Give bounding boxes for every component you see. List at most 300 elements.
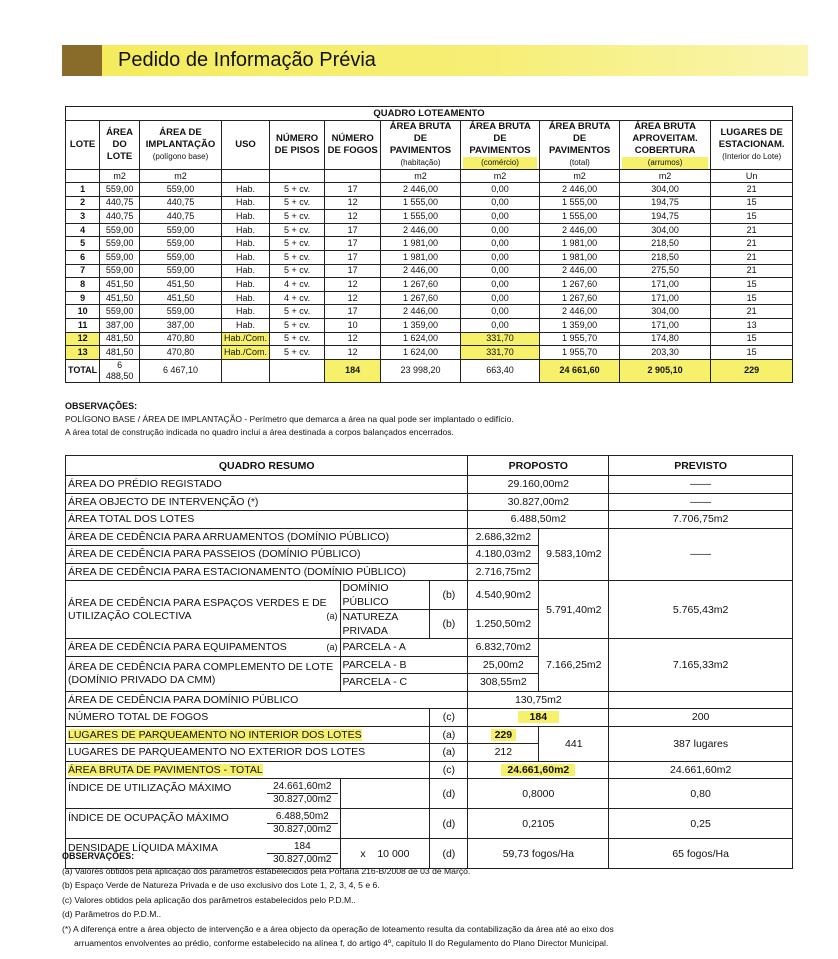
lot-cell: Hab. [222,291,270,305]
lot-cell: 15 [711,346,793,360]
lot-cell: 171,00 [619,278,710,292]
col-header-sub: (comércio) [463,157,538,169]
col-header-label: ÁREA BRUTA DE PAVIMENTOS [469,121,531,156]
lot-cell: Hab. [222,196,270,210]
col-header-sub: (total) [569,158,590,167]
row-previsto: 0,80 [609,779,793,809]
lot-row [66,210,793,224]
note-c: (c) Valores obtidos pela aplicação dos parâmetros estabelecidos pelo P.D.M.. [62,894,356,905]
lot-cell: 13 [711,318,793,332]
lot-cell: Hab. [222,210,270,224]
lot-cell: 17 [325,264,381,278]
note-mark: (b) [430,610,468,639]
lot-row [66,223,793,237]
lot-cell: 559,00 [100,237,140,251]
lot-cell: 21 [711,305,793,319]
col-header-sub: (arrumos) [622,157,708,169]
row-proposto: 30.827,00m2 [468,493,609,511]
row-proposto: 2.716,75m2 [468,563,539,581]
row-proposto: 6.832,70m2 [468,639,539,657]
lot-total-cell: 6 488,50 [100,359,140,382]
lot-cell: 12 [325,291,381,305]
lot-row [66,183,793,197]
row-label: ÁREA DE CEDÊNCIA PARA PASSEIOS (DOMÍNIO PÚBLICO) [66,546,468,564]
lot-cell: 1 555,00 [381,210,461,224]
lot-cell: 5 [66,237,100,251]
lot-cell: 4 + cv. [270,278,325,292]
row-subtotal: 441 [539,726,609,761]
lot-total-cell: 229 [711,359,793,382]
row-label: ÁREA DO PRÉDIO REGISTADO [66,476,468,494]
row-proposto: 4.180,03m2 [468,546,539,564]
lot-cell: 440,75 [140,210,222,224]
lot-col-header [460,121,540,170]
lot-cell: 387,00 [100,318,140,332]
lot-total-cell: 2 905,10 [619,359,710,382]
lot-cell: 5 + cv. [270,346,325,360]
lot-cell: 17 [325,305,381,319]
fraction-num: 24.661,60m2 [267,781,337,794]
lot-cell: 5 + cv. [270,196,325,210]
fraction-num: 6.488,50m2 [267,811,337,824]
lot-cell: 12 [325,332,381,346]
col-header-label: ÁREA BRUTA DE PAVIMENTOS [548,121,611,156]
lot-row [66,250,793,264]
row-proposto: 229 [491,729,517,741]
lot-cell: 0,00 [460,223,540,237]
row-label: LUGARES DE PARQUEAMENTO NO INTERIOR DOS LOTES [68,728,362,741]
lot-cell: 17 [325,183,381,197]
row-proposto: 184 [518,711,560,723]
lot-table [65,106,793,383]
lot-cell: 174,80 [619,332,710,346]
lot-cell: Hab. [222,183,270,197]
lot-cell: 1 267,60 [540,278,620,292]
row-label: ÍNDICE DE OCUPAÇÃO MÁXIMO [68,812,229,824]
lot-table-caption: QUADRO LOTEAMENTO [66,107,793,121]
row-label: ÁREA DE CEDÊNCIA PARA EQUIPAMENTOS [68,641,287,654]
lot-cell: Hab. [222,237,270,251]
lot-cell: Hab. [222,318,270,332]
lot-obs-line: POLÍGONO BASE / ÁREA DE IMPLANTAÇÃO - Perímetro que demarca a área na qual pode ser implantado o edifício. [65,414,514,424]
lot-cell: 1 267,60 [381,291,461,305]
lot-cell: 1 981,00 [540,237,620,251]
note-star: (*) A diferença entre a área objecto de intervenção e a área objecto da operação de loteamento resulta da contabilização da área até ao eixo dos [62,923,614,934]
lot-cell: 559,00 [140,305,222,319]
lot-cell: 203,30 [619,346,710,360]
note-mark: (a) [326,642,338,653]
row-proposto: 308,55m2 [468,674,539,692]
lot-row [66,346,793,360]
lot-cell: 304,00 [619,183,710,197]
lot-cell: 331,70 [460,332,540,346]
lot-total-cell [270,359,325,382]
note-d: (d) Parâmetros do P.D.M.. [62,909,162,919]
fraction-den: 30.827,00m2 [273,854,332,865]
lot-cell: 451,50 [140,291,222,305]
lot-cell: 2 446,00 [381,183,461,197]
lot-cell: 1 624,00 [381,346,461,360]
lot-cell: 0,00 [460,183,540,197]
lot-total-cell: 6 467,10 [140,359,222,382]
fraction-den: 30.827,00m2 [273,794,332,805]
row-label: ÁREA DE CEDÊNCIA PARA ARRUAMENTOS (DOMÍNIO PÚBLICO) [66,528,468,546]
lot-cell: 15 [711,196,793,210]
lot-col-header [66,121,100,170]
lot-cell: 21 [711,264,793,278]
col-header-label: LOTE [69,139,96,150]
lot-cell: 440,75 [100,196,140,210]
lot-cell: 17 [325,237,381,251]
lot-row [66,278,793,292]
lot-col-unit: m2 [460,170,540,183]
row-label: ÁREA OBJECTO DE INTERVENÇÃO (*) [66,493,468,511]
lot-cell: 2 446,00 [540,183,620,197]
col-header-label: ÁREA BRUTA DE PAVIMENTOS [389,121,452,156]
row-label: ÁREA DE CEDÊNCIA PARA COMPLEMENTO DE LOTE (DOMÍNIO PRIVADO DA CMM) [66,656,341,691]
row-proposto: 25,00m2 [468,656,539,674]
lot-cell: 12 [325,210,381,224]
lot-cell: 1 555,00 [540,210,620,224]
fraction-den: 30.827,00m2 [273,824,332,835]
lot-cell: 0,00 [460,305,540,319]
lot-cell: 12 [325,346,381,360]
sub-label: PARCELA - A [340,639,468,657]
lot-cell: 2 446,00 [540,264,620,278]
lot-cell: 331,70 [460,346,540,360]
lot-cell: Hab. [222,278,270,292]
lot-cell: 0,00 [460,210,540,224]
lot-cell: 451,50 [100,278,140,292]
lot-row [66,332,793,346]
note-mark: (c) [430,761,468,779]
lot-cell: 171,00 [619,291,710,305]
lot-cell: 1 359,00 [381,318,461,332]
sub-label: DOMÍNIO PÚBLICO [340,581,430,610]
lot-cell: 1 955,70 [540,346,620,360]
row-subtotal: 7.166,25m2 [539,639,609,692]
row-previsto: —— [609,528,793,581]
lot-cell: 470,80 [140,332,222,346]
previsto-header: PREVISTO [609,456,793,476]
footnotes [62,849,802,951]
lot-cell: 12 [66,332,100,346]
note-mark: (a) [430,744,468,762]
lot-cell: 21 [711,250,793,264]
lot-cell: 11 [66,318,100,332]
lot-cell: 2 446,00 [381,305,461,319]
lot-cell: 5 + cv. [270,237,325,251]
lot-cell: 0,00 [460,264,540,278]
note-mark: (d) [430,779,468,809]
row-subtotal: 9.583,10m2 [539,528,609,581]
row-label: NÚMERO TOTAL DE FOGOS [66,709,430,727]
note-mark: (a) [326,610,338,621]
row-proposto: 130,75m2 [468,691,609,709]
lot-cell: 13 [66,346,100,360]
lot-col-unit [222,170,270,183]
lot-cell: 5 + cv. [270,210,325,224]
row-label: ÁREA DE CEDÊNCIA PARA DOMÍNIO PÚBLICO [66,691,468,709]
row-proposto: 4.540,90m2 [468,581,539,610]
lot-cell: 304,00 [619,305,710,319]
lot-cell: 21 [711,223,793,237]
lot-cell: 5 + cv. [270,223,325,237]
lot-cell: 1 267,60 [540,291,620,305]
lot-cell: 10 [325,318,381,332]
row-previsto: 5.765,43m2 [609,581,793,639]
lot-cell: 3 [66,210,100,224]
row-previsto: 200 [609,709,793,727]
lot-cell: 1 267,60 [381,278,461,292]
lot-cell: 9 [66,291,100,305]
lot-observations [65,400,514,439]
col-header-label: USO [235,139,256,150]
lot-col-header [619,121,710,170]
multiply-sign: x [360,847,366,860]
col-header-label: ÁREA DO LOTE [106,127,134,162]
lot-total-cell: 663,40 [460,359,540,382]
lot-cell: 440,75 [100,210,140,224]
col-header-sub: (polígono base) [152,152,209,161]
fraction [267,781,337,806]
row-label: ÁREA BRUTA DE PAVIMENTOS - TOTAL [68,763,263,776]
lot-cell: 451,50 [100,291,140,305]
fraction [267,811,337,836]
factor: 10 000 [377,847,410,860]
lot-total-cell [222,359,270,382]
lot-cell: 15 [711,278,793,292]
col-header-label: LUGARES DE ESTACIONAM. [718,127,785,150]
row-proposto: 59,73 fogos/Ha [468,839,609,869]
row-proposto: 29.160,00m2 [468,476,609,494]
lot-cell: 1 955,70 [540,332,620,346]
lot-cell: 194,75 [619,210,710,224]
lot-cell: Hab. [222,223,270,237]
lot-col-header [270,121,325,170]
lot-cell: 1 981,00 [381,237,461,251]
col-header-label: ÁREA BRUTA APROVEITAM. COBERTURA [632,121,698,156]
col-header-sub: (habitação) [400,158,441,167]
lot-cell: 2 446,00 [540,305,620,319]
lot-col-header [222,121,270,170]
lot-cell: 1 [66,183,100,197]
row-previsto: 24.661,60m2 [609,761,793,779]
lot-cell: Hab. [222,305,270,319]
lot-total-cell: 184 [325,359,381,382]
note-b: (b) Espaço Verde de Natureza Privada e de uso exclusivo dos Lote 1, 2, 3, 4, 5 e 6. [62,880,380,890]
lot-obs-line: A área total de construção indicada no quadro inclui a área destinada a corpos balançados encerrados. [65,427,454,437]
lot-cell: 10 [66,305,100,319]
lot-cell: 559,00 [140,264,222,278]
lot-cell: 559,00 [140,250,222,264]
lot-cell: 5 + cv. [270,250,325,264]
note-mark: (d) [430,839,468,869]
lot-cell: 470,80 [140,346,222,360]
note-star-cont: arruamentos envolventes ao prédio, conforme estabelecido na alínea f, do artigo 4º, capítulo II do Regulamento do Plano Director Municipal. [74,938,609,948]
lot-cell: 1 555,00 [540,196,620,210]
lot-cell: 17 [325,223,381,237]
row-previsto: 7.706,75m2 [609,511,793,529]
note-a: (a) Valores obtidos pela aplicação dos parâmetros estabelecidos pela Portaria 216-B/2008 de 03 de Março. [62,865,471,876]
notes-heading: OBSERVAÇÕES: [62,851,135,861]
row-label: LUGARES DE PARQUEAMENTO NO EXTERIOR DOS LOTES [66,744,430,762]
lot-cell: 15 [711,291,793,305]
col-header-sub: (Interior do Lote) [722,152,782,161]
lot-cell: 2 446,00 [381,264,461,278]
row-label: ÁREA TOTAL DOS LOTES [66,511,468,529]
lot-cell: Hab. [222,264,270,278]
lot-col-header [381,121,461,170]
lot-col-unit [325,170,381,183]
col-header-label: NÚMERO DE PISOS [274,133,320,156]
row-previsto: 387 lugares [609,726,793,761]
summary-table [65,455,793,869]
page-title: Pedido de Informação Prévia [118,49,376,71]
lot-cell: 4 [66,223,100,237]
lot-cell: 559,00 [100,223,140,237]
row-previsto: —— [609,476,793,494]
lot-cell: 559,00 [140,183,222,197]
lot-col-header [711,121,793,170]
lot-cell: 0,00 [460,318,540,332]
lot-col-unit: m2 [540,170,620,183]
note-mark: (b) [430,581,468,610]
lot-cell: 451,50 [140,278,222,292]
lot-cell: 0,00 [460,250,540,264]
note-mark: (d) [430,809,468,839]
lot-cell: 12 [325,196,381,210]
col-header-label: ÁREA DE IMPLANTAÇÃO [145,127,216,150]
lot-row [66,237,793,251]
lot-cell: 559,00 [140,223,222,237]
row-previsto: 7.165,33m2 [609,639,793,692]
lot-total-cell: 24 661,60 [540,359,620,382]
sub-label: NATUREZA PRIVADA [340,610,430,639]
lot-cell: 1 624,00 [381,332,461,346]
lot-cell: 1 359,00 [540,318,620,332]
lot-cell: 1 981,00 [381,250,461,264]
row-previsto: 0,25 [609,809,793,839]
lot-cell: 218,50 [619,250,710,264]
sub-label: PARCELA - B [340,656,468,674]
lot-cell: 6 [66,250,100,264]
lot-cell: 4 + cv. [270,291,325,305]
lot-cell: 304,00 [619,223,710,237]
lot-col-unit [66,170,100,183]
row-previsto: —— [609,493,793,511]
lot-cell: 559,00 [100,250,140,264]
lot-cell: 8 [66,278,100,292]
lot-cell: 387,00 [140,318,222,332]
lot-cell: 5 + cv. [270,183,325,197]
lot-row [66,305,793,319]
lot-row [66,291,793,305]
lot-cell: 194,75 [619,196,710,210]
lot-cell: 218,50 [619,237,710,251]
header-marker [62,45,102,76]
row-proposto: 2.686,32m2 [468,528,539,546]
row-proposto: 1.250,50m2 [468,610,539,639]
note-mark: (a) [430,726,468,744]
lot-cell: Hab. [222,250,270,264]
lot-cell: 5 + cv. [270,318,325,332]
lot-col-unit: m2 [100,170,140,183]
lot-cell: 2 446,00 [540,223,620,237]
lot-cell: 275,50 [619,264,710,278]
lot-obs-heading: OBSERVAÇÕES: [65,401,138,411]
lot-row [66,196,793,210]
lot-col-header [140,121,222,170]
lot-col-header [540,121,620,170]
lot-col-header [100,121,140,170]
lot-cell: 1 981,00 [540,250,620,264]
lot-cell: 559,00 [100,264,140,278]
lot-col-unit [270,170,325,183]
lot-total-cell: 23 998,20 [381,359,461,382]
lot-cell: 2 446,00 [381,223,461,237]
lot-cell: 559,00 [100,305,140,319]
lot-cell: 5 + cv. [270,264,325,278]
row-proposto: 0,2105 [468,809,609,839]
note-mark: (c) [430,709,468,727]
lot-cell: 12 [325,278,381,292]
lot-total-cell: TOTAL [66,359,100,382]
lot-row [66,318,793,332]
row-previsto: 65 fogos/Ha [609,839,793,869]
row-label: ÁREA DE CEDÊNCIA PARA ESPAÇOS VERDES E DE UTILIZAÇÃO COLECTIVA [68,596,327,622]
lot-cell: 17 [325,250,381,264]
lot-cell: 15 [711,210,793,224]
lot-cell: 481,50 [100,332,140,346]
row-previsto [609,691,793,709]
proposto-header: PROPOSTO [468,456,609,476]
row-label: ÁREA DE CEDÊNCIA PARA ESTACIONAMENTO (DOMÍNIO PÚBLICO) [66,563,468,581]
row-label: ÍNDICE DE UTILIZAÇÃO MÁXIMO [68,782,232,794]
lot-cell: Hab./Com. [222,332,270,346]
col-header-label: NÚMERO DE FOGOS [327,133,378,156]
row-proposto: 0,8000 [468,779,609,809]
lot-cell: 481,50 [100,346,140,360]
row-proposto: 212 [468,744,539,762]
lot-cell: 21 [711,183,793,197]
lot-cell: 171,00 [619,318,710,332]
lot-col-unit: m2 [140,170,222,183]
lot-cell: 1 555,00 [381,196,461,210]
lot-col-unit: Un [711,170,793,183]
lot-cell: 2 [66,196,100,210]
lot-cell: 440,75 [140,196,222,210]
lot-cell: 7 [66,264,100,278]
lot-cell: 5 + cv. [270,305,325,319]
lot-cell: Hab./Com. [222,346,270,360]
lot-col-header [325,121,381,170]
page-header [62,45,808,76]
row-proposto: 24.661,60m2 [501,764,575,776]
lot-cell: 0,00 [460,291,540,305]
lot-col-unit: m2 [381,170,461,183]
row-subtotal: 5.791,40m2 [539,581,609,639]
lot-cell: 0,00 [460,278,540,292]
lot-cell: 0,00 [460,196,540,210]
lot-cell: 0,00 [460,237,540,251]
row-proposto: 6.488,50m2 [468,511,609,529]
lot-cell: 5 + cv. [270,332,325,346]
lot-cell: 15 [711,332,793,346]
summary-header: QUADRO RESUMO [66,456,468,476]
lot-cell: 559,00 [100,183,140,197]
fraction-num: 184 [267,841,337,854]
